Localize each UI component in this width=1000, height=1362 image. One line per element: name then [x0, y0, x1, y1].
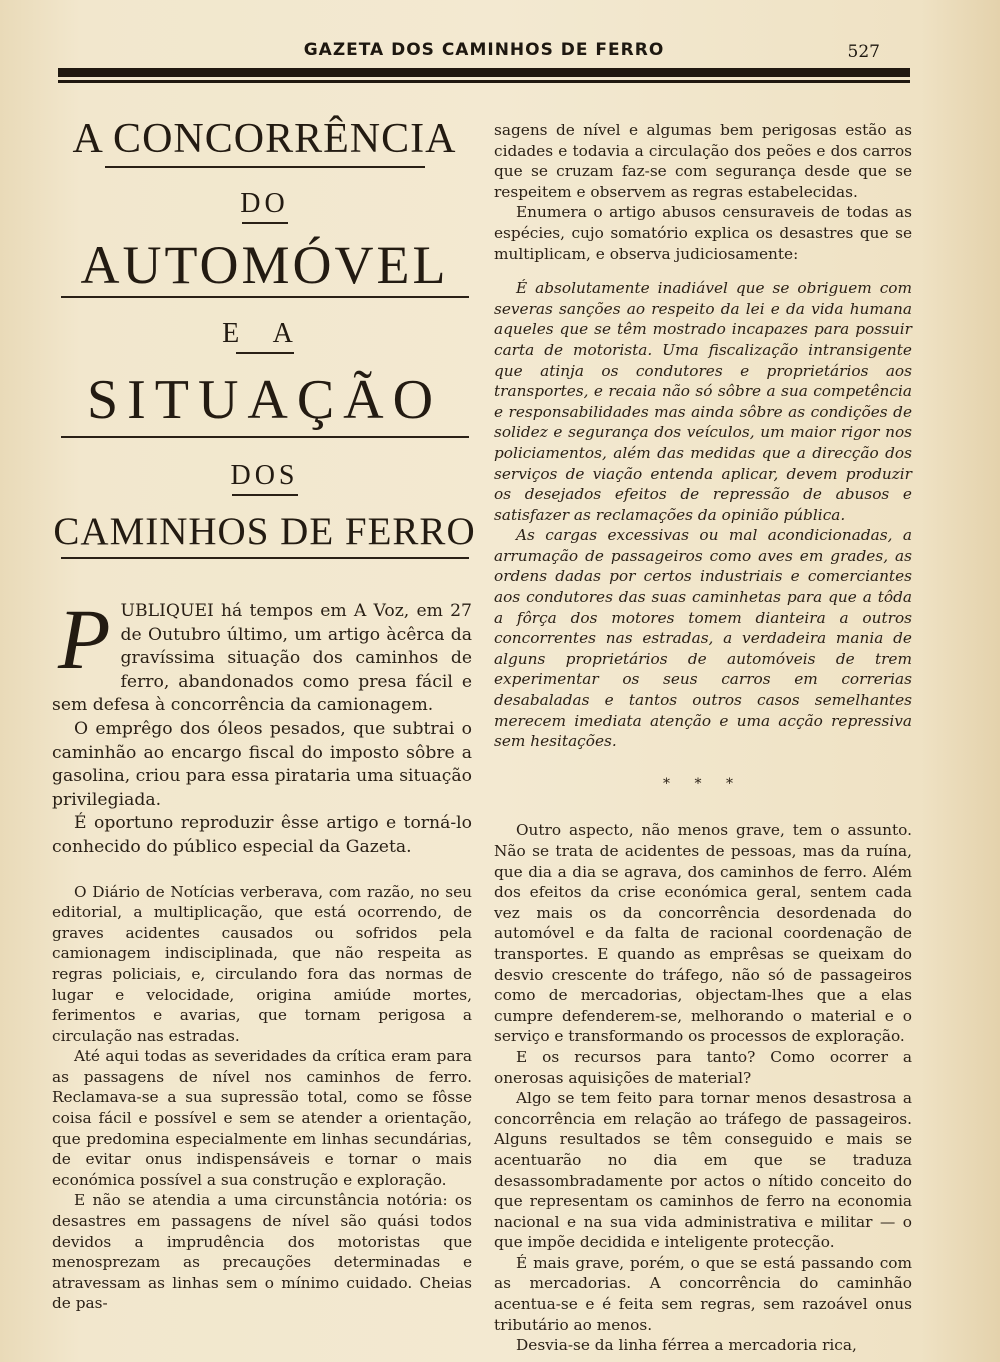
title-underline-2 — [242, 222, 288, 224]
header-rule-thick — [58, 68, 910, 77]
title-underline-5 — [61, 436, 469, 438]
body-paragraph-9: É mais grave, porém, o que se está passando com as mercadorias. A concorrência do caminhão acentua-se e é feita sem regras, sem razoável onus tributário ao menos. — [494, 1253, 912, 1334]
article-title — [52, 118, 477, 559]
title-line-5: SITUAÇÃO — [86, 369, 443, 431]
body-paragraph-6: Outro aspecto, não menos grave, tem o assunto. Não se trata de acidentes de pessoas, mas da ruína, que dia a dia se agrava, dos caminhos de ferro. Além dos efeitos da crise económica geral, sentem cada vez mais os da concorrência desordenada do automóvel e da falta de racional coordenação de transportes. E quando as emprêsas se queixam do desvio crescente do tráfego, não só de passageiros como de mercadorias, objectam-lhes que a elas cumpre defenderem-se, melhorando o material e o serviço e transformando os processos de exploração. — [494, 821, 912, 1046]
title-line-2: DO — [240, 188, 289, 219]
title-line-1: A CONCORRÊNCIA — [72, 116, 457, 162]
title-line-6: DOS — [230, 460, 299, 491]
quote-paragraph-2: As cargas excessivas ou mal acondicionadas, a arrumação de passageiros como aves em grades, as ordens dadas por certos industriais e comerciantes aos condutores das suas caminhetas para que a tôda a fôrça dos motores tomem dianteira a outros concorrentes nas estradas, a verdadeira mania de alguns proprietários de automóveis de trem experimentar os seus carros em correrias desabaladas e tantos outros casos semelhantes merecem imediata atenção e uma acção repressiva sem hesitações. — [494, 526, 912, 751]
quote-paragraph-1: É absolutamente inadiável que se obriguem com severas sanções ao respeito da lei e da vida humana aqueles que se têm mostrado incapazes para possuir carta de motorista. Uma fiscalização intransigente que atinja os condutores e proprietários aos transportes, e recaia não só sôbre a sua competência e responsabilidades mas ainda sôbre as condições de solidez e segurança dos veículos, um maior rigor nos policiamentos, além das medidas que a direcção dos serviços de viação entenda aplicar, devem produzir os desejados efeitos de repressão de abusos e satisfazer as reclamações da opinião pública. — [494, 279, 912, 524]
dropcap-letter: P — [58, 591, 111, 687]
section-separator: * * * — [663, 775, 743, 792]
body-paragraph-3: E não se atendia a uma circunstância notória: os desastres em passagens de nível são quási todos devidos a imprudência dos motoristas que menosprezam as precauções determinadas e atravessam as linhas sem o mínimo cuidado. Cheias de pas- — [52, 1191, 472, 1313]
body-paragraph-8: Algo se tem feito para tornar menos desastrosa a concorrência em relação ao tráfego de passageiros. Alguns resultados se têm conseguido e mais se acentuarão no dia em que se traduza desassombradamente por actos o nítido conceito do que representam os caminhos de ferro na economia nacional e na sua vida administrativa e militar — o que impõe decidida e inteligente protecção. — [494, 1089, 912, 1252]
running-head — [58, 40, 910, 70]
header-rule-thin — [58, 80, 910, 83]
title-line-7: CAMINHOS DE FERRO — [53, 510, 476, 553]
title-underline-4 — [236, 352, 294, 354]
title-line-3: AUTOMÓVEL — [80, 235, 449, 295]
body-paragraph-2: Até aqui todas as severidades da crítica eram para as passagens de nível nos caminhos de ferro. Reclamava-se a sua supressão total, como se fôsse coisa fácil e possível e sem se atender a orientação, que predomina especialmente em linhas secundárias, de evitar onus indispensáveis e tornar o mais económica possível a sua construção e exploração. — [52, 1047, 472, 1189]
title-underline-1 — [105, 166, 425, 168]
intro-paragraph-1: UBLIQUEI há tempos em A Voz, em 27 de Outubro último, um artigo àcêrca da gravíssima situação dos caminhos de ferro, abandonados como presa fácil e sem defesa à concorrência da camionagem. — [52, 601, 472, 716]
title-underline-7 — [61, 557, 469, 559]
journal-title: GAZETA DOS CAMINHOS DE FERRO — [303, 40, 665, 60]
intro-block — [52, 591, 472, 860]
body-paragraph-10: Desvia-se da linha férrea a mercadoria rica, — [516, 1336, 857, 1355]
title-underline-3 — [61, 296, 469, 298]
left-column — [52, 591, 472, 1314]
intro-paragraph-3: É oportuno reproduzir êsse artigo e torná-lo conhecido do público especial da Gazeta. — [52, 813, 472, 857]
title-line-4: E A — [222, 318, 307, 349]
body-paragraph-4: sagens de nível e algumas bem perigosas estão as cidades e todavia a circulação dos peões e dos carros que se cruzam faz-se com segurança desde que se respeitem e observem as regras estabelecidas. — [494, 121, 912, 201]
body-paragraph-5: Enumera o artigo abusos censuraveis de todas as espécies, cujo somatório explica os desastres que se multiplicam, e observa judiciosamente: — [494, 203, 912, 263]
intro-paragraph-2: O emprêgo dos óleos pesados, que subtrai o caminhão ao encargo fiscal do imposto sôbre a gasolina, criou para essa pirataria uma situação privilegiada. — [52, 718, 472, 810]
page-number: 527 — [847, 42, 880, 62]
body-paragraph-7: E os recursos para tanto? Como ocorrer a onerosas aquisições de material? — [494, 1047, 912, 1087]
title-underline-6 — [232, 494, 298, 496]
body-paragraph-1: O Diário de Notícias verberava, com razão, no seu editorial, a multiplicação, que está ocorrendo, de graves acidentes causados ou sofridos pela camionagem indisciplinada, que não respeita as regras policiais, e, circulando fora das normas de lugar e velocidade, origina amiúde mortes, ferimentos e avarias, que tornam perigosa a circulação nas estradas. — [52, 882, 472, 1045]
right-column — [494, 120, 912, 1356]
